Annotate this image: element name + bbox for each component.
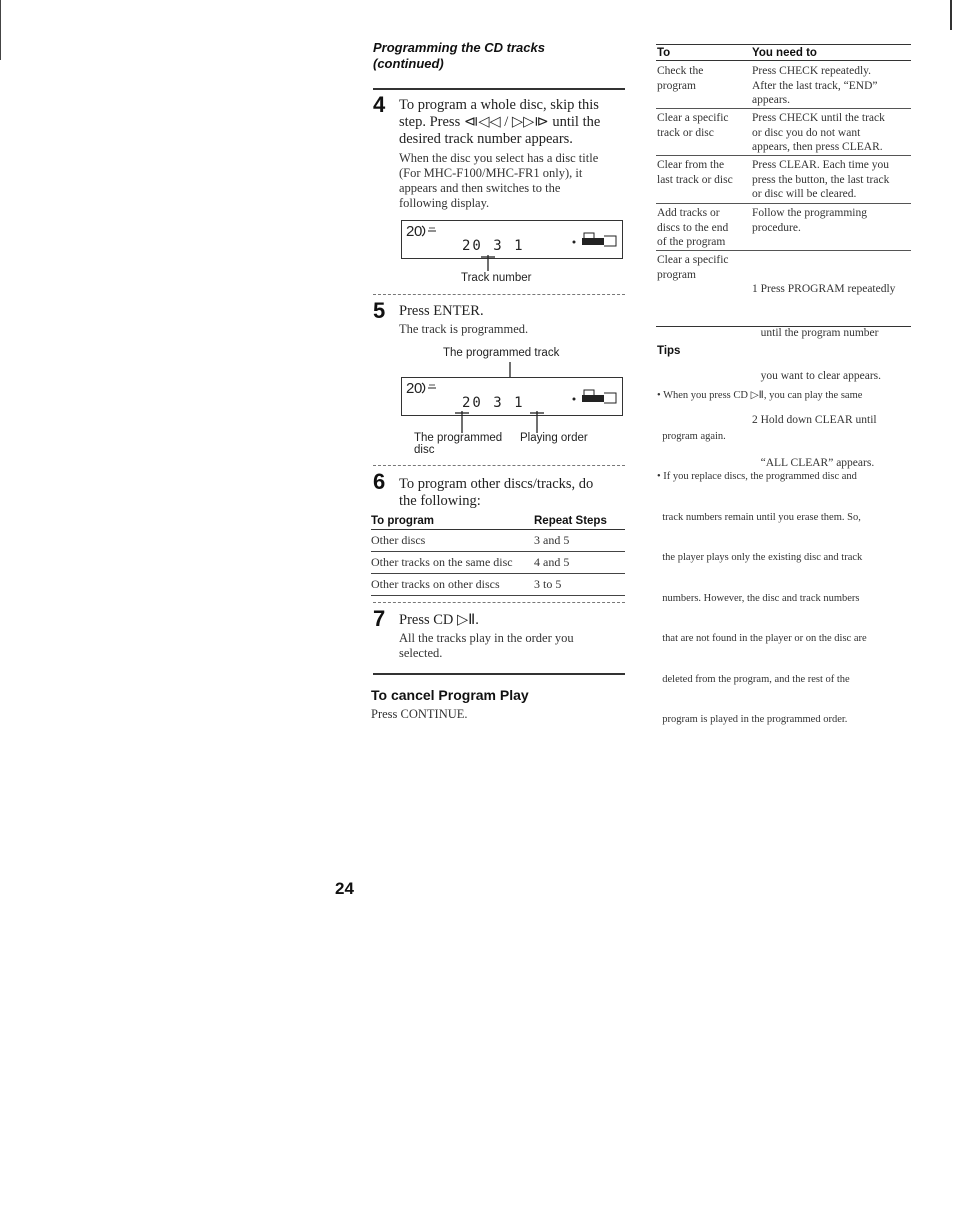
table-header-row	[371, 515, 625, 530]
right-row4-need	[752, 206, 912, 235]
right-row2-need	[752, 111, 912, 155]
right-row-divider	[656, 155, 911, 156]
step4-text	[399, 97, 629, 148]
section-rule	[373, 88, 625, 90]
cell-line: or disc will be cleared.	[752, 188, 857, 200]
cell-line: press the button, the last track	[752, 173, 890, 186]
step5-caption-right: Playing order	[520, 432, 588, 444]
col-to-program: To program	[371, 515, 435, 527]
step5-caption-left	[414, 432, 502, 456]
table-cell: Other tracks on the same disc	[371, 555, 513, 569]
right-row-divider	[656, 108, 911, 109]
cell-line: Clear a specific	[657, 112, 729, 124]
step5-caption-left-line1: The programmed	[414, 432, 503, 444]
table-cell: 3 and 5	[534, 533, 570, 547]
step7-text: Press CD ▷Ⅱ.	[399, 612, 479, 628]
right-row-divider	[656, 203, 911, 204]
tip-line: that are not found in the player or on the disc are	[657, 633, 867, 644]
step7-note-line2: selected.	[399, 646, 443, 660]
cell-line: discs to the end	[657, 221, 729, 234]
cell-line: Press CHECK repeatedly.	[752, 65, 872, 77]
step7-note	[399, 631, 629, 661]
tip-line: track numbers remain until you erase them. So,	[657, 511, 861, 523]
svg-text:2: 2	[406, 380, 415, 397]
step5-text: Press ENTER.	[399, 303, 484, 319]
disc-icon	[406, 379, 436, 401]
cell-line: “ALL CLEAR” appears.	[752, 457, 875, 469]
step4-text-line2: step. Press ⧏◁◁ / ▷▷⧐ until the	[399, 114, 601, 130]
right-row4-to	[657, 206, 749, 250]
tip-line: numbers. However, the disc and track numbers	[657, 592, 860, 604]
step5-display-digits: 20 3 1	[462, 395, 525, 411]
right-table-top-rule	[656, 44, 911, 45]
cell-line: procedure.	[752, 221, 801, 234]
right-table-header-rule	[656, 60, 911, 61]
svg-text:0: 0	[414, 380, 423, 397]
step7-divider	[373, 673, 625, 675]
step4-note-line3: appears and then switches to the	[399, 181, 561, 195]
right-row2-to	[657, 111, 749, 140]
cell-line: Check the	[657, 65, 704, 77]
cell-line: Add tracks or	[657, 207, 720, 219]
step6-text	[399, 476, 629, 510]
step4-note-line4: following display.	[399, 196, 490, 210]
table-row	[371, 530, 625, 552]
table-cell: 4 and 5	[534, 555, 570, 569]
tip-line: • When you press CD ▷Ⅱ, you can play the same	[657, 390, 863, 401]
cell-line: program	[657, 268, 696, 281]
cell-line: or disc you do not want	[752, 126, 861, 139]
cell-line: After the last track, “END”	[752, 79, 878, 92]
step4-text-line3: desired track number appears.	[399, 131, 573, 147]
step4-divider	[373, 294, 625, 295]
right-row1-need	[752, 64, 912, 108]
tip-line: the player plays only the existing disc and track	[657, 552, 863, 563]
tip-line: deleted from the program, and the rest of the	[657, 673, 850, 685]
cancel-text: Press CONTINUE.	[371, 707, 468, 721]
right-row3-to	[657, 158, 751, 187]
step4-text-line1: To program a whole disc, skip this	[399, 97, 599, 113]
step4-display-digits: 20 3 1	[462, 238, 525, 254]
step4-number: 4	[373, 92, 386, 117]
step4-lcd-display	[401, 220, 623, 259]
right-table-bottom-rule	[656, 326, 911, 327]
step5-caption-left-line2: disc	[414, 444, 435, 456]
step6-text-line1: To program other discs/tracks, do	[399, 476, 594, 492]
cell-line: Press CLEAR. Each time you	[752, 159, 890, 171]
repeat-steps-table	[371, 515, 625, 596]
tip-line: • If you replace discs, the programmed disc and	[657, 471, 857, 482]
section-title-line1: Programming the CD tracks	[373, 40, 545, 55]
cell-line: appears, then press CLEAR.	[752, 141, 883, 153]
tips-heading: Tips	[657, 345, 681, 357]
cell-line: Press CHECK until the track	[752, 112, 885, 124]
col-repeat-steps: Repeat Steps	[534, 515, 607, 527]
step4-note-line1: When the disc you select has a disc title	[399, 151, 599, 165]
table-cell: Other discs	[371, 533, 426, 547]
step5-divider	[373, 465, 625, 466]
right-edge-mark	[950, 0, 952, 30]
svg-text:0: 0	[414, 223, 423, 240]
step5-number: 5	[373, 298, 386, 323]
cancel-heading: To cancel Program Play	[371, 687, 529, 703]
cell-line: 2 Hold down CLEAR until	[752, 413, 877, 426]
step5-caption-top: The programmed track	[443, 347, 560, 359]
table-row	[371, 552, 625, 574]
section-title	[373, 40, 623, 72]
cell-line: program	[657, 79, 696, 92]
page-number: 24	[335, 879, 354, 898]
tip-line: program again.	[657, 430, 726, 442]
table-cell: Other tracks on other discs	[371, 577, 500, 591]
right-row-divider	[656, 250, 911, 251]
cd-tray-icon	[570, 387, 618, 412]
left-edge-mark	[0, 0, 1, 60]
cell-line: Follow the programming	[752, 207, 867, 219]
cell-line: you want to clear appears.	[752, 370, 882, 382]
step5-note: The track is programmed.	[399, 322, 529, 336]
step7-number: 7	[373, 606, 386, 631]
step6-divider	[373, 602, 625, 603]
cell-line: appears.	[752, 94, 790, 106]
tip-line: program is played in the programmed order.	[657, 714, 848, 725]
cell-line: until the program number	[752, 326, 879, 339]
cell-line: Clear a specific	[657, 254, 729, 266]
tips-body	[657, 362, 907, 740]
table-row	[371, 574, 625, 596]
step4-note-line2: (For MHC-F100/MHC-FR1 only), it	[399, 166, 583, 180]
section-title-line2: (continued)	[373, 56, 444, 71]
right-col-need: You need to	[752, 47, 817, 59]
step7-note-line1: All the tracks play in the order you	[399, 631, 574, 645]
step6-number: 6	[373, 469, 386, 494]
cd-tray-icon	[570, 230, 618, 255]
table-cell: 3 to 5	[534, 577, 562, 591]
right-col-to: To	[657, 47, 671, 59]
cell-line: last track or disc	[657, 173, 733, 186]
right-row1-to	[657, 64, 749, 93]
cell-line: Clear from the	[657, 159, 725, 171]
step4-caption: Track number	[461, 272, 532, 284]
step6-text-line2: the following:	[399, 493, 481, 509]
disc-icon	[406, 222, 436, 244]
cell-line: track or disc	[657, 126, 714, 139]
step4-note	[399, 151, 629, 211]
cell-line: of the program	[657, 236, 726, 248]
svg-text:2: 2	[406, 223, 415, 240]
right-row3-need	[752, 158, 912, 202]
right-row5-to	[657, 253, 749, 282]
cell-line: 1 Press PROGRAM repeatedly	[752, 283, 896, 295]
